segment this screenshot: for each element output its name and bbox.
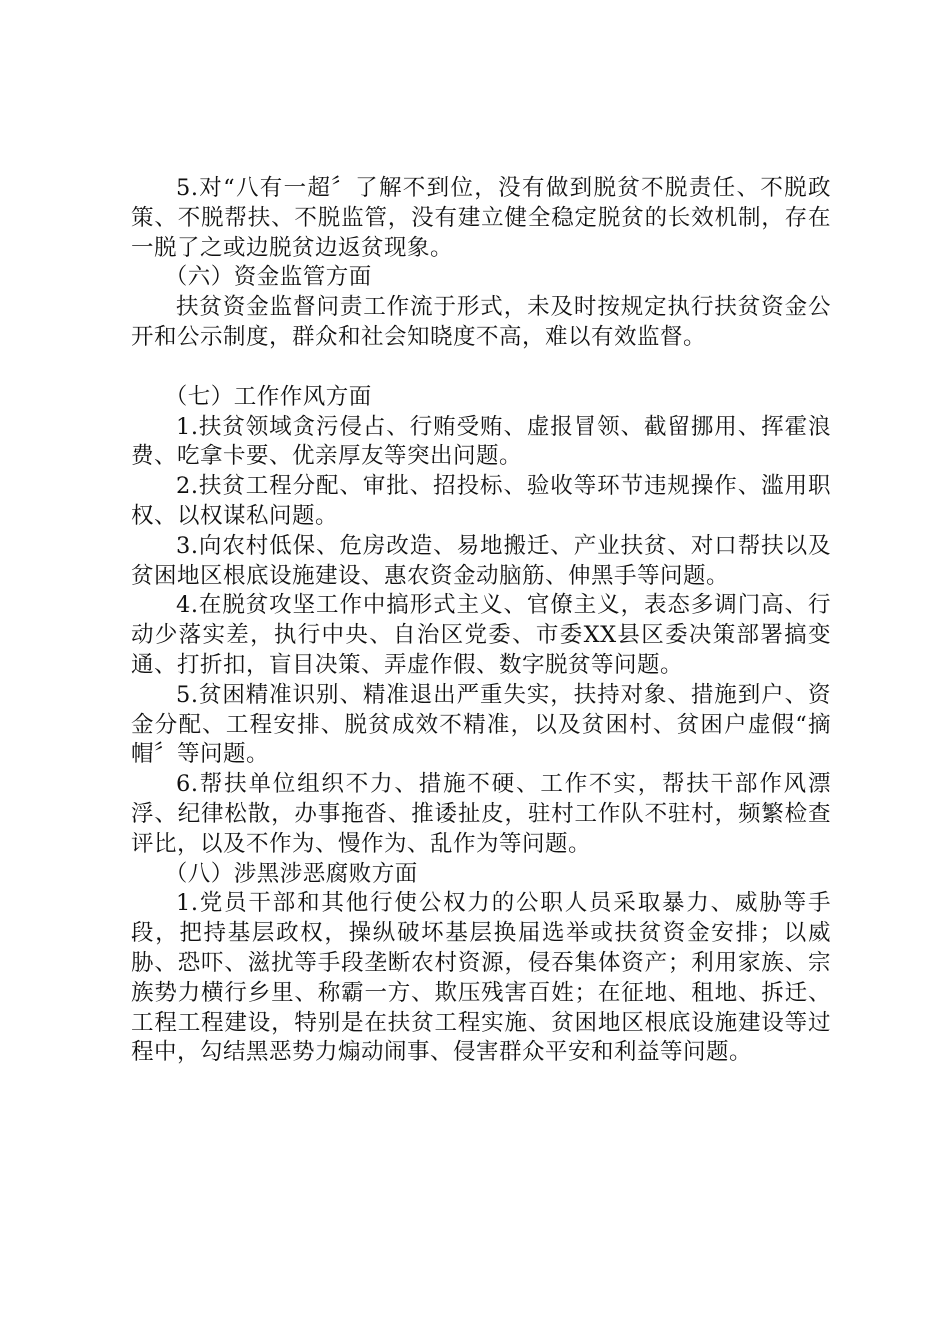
paragraph-item-6-assistance-units: 6.帮扶单位组织不力、措施不硬、工作不实，帮扶干部作风漂浮、纪律松散，办事拖沓、推诿扯皮，驻村工作队不驻村，频繁检查评比，以及不作为、慢作为、乱作为等问题。: [131, 771, 831, 857]
paragraph-item-2-project-allocation: 2.扶贫工程分配、审批、招投标、验收等环节违规操作、滥用职权、以权谋私问题。: [131, 473, 831, 529]
document-body: [131, 174, 831, 1068]
paragraph-fund-supervision: 扶贫资金监督问责工作流于形式，未及时按规定执行扶贫资金公开和公示制度，群众和社会知晓度不高，难以有效监督。: [131, 294, 831, 350]
paragraph-item-5-identification: 5.贫困精准识别、精准退出严重失实，扶持对象、措施到户、资金分配、工程安排、脱贫成效不精准，以及贫困村、贫困户虚假“摘帽〞等问题。: [131, 681, 831, 768]
paragraph-item-3-rural-funds: 3.向农村低保、危房改造、易地搬迁、产业扶贫、对口帮扶以及贫困地区根底设施建设、惠农资金动脑筋、伸黑手等问题。: [131, 532, 831, 589]
paragraph-item-1-gang-violence: 1.党员干部和其他行使公权力的公职人员采取暴力、威胁等手段，把持基层政权，操纵破坏基层换届选举或扶贫资金安排；以威胁、恐吓、滋扰等手段垄断农村资源，侵吞集体资产；利用家族、宗族势力横行乡里、称霸一方、欺压残害百姓；在征地、租地、拆迁、工程工程建设，特别是在扶贫工程实施、贫困地区根底设施建设等过程中，勾结黑恶势力煽动闹事、侵害群众平安和利益等问题。: [131, 890, 831, 1066]
paragraph-item-1-corruption: 1.扶贫领域贪污侵占、行贿受贿、虚报冒领、截留挪用、挥霍浪费、吃拿卡要、优亲厚友等突出问题。: [131, 413, 831, 470]
paragraph-item-4-formalism: 4.在脱贫攻坚工作中搞形式主义、官僚主义，表态多调门高、行动少落实差，执行中央、自治区党委、市委XX县区委决策部署搞变通、打折扣，盲目决策、弄虚作假、数字脱贫等问题。: [131, 592, 831, 678]
section-heading-fund-supervision: （六）资金监管方面: [164, 264, 372, 291]
section-heading-work-style: （七）工作作风方面: [164, 383, 372, 410]
paragraph-item-5-awareness: 5.对“八有一超〞了解不到位，没有做到脱贫不脱责任、不脱政策、不脱帮扶、不脱监管，没有建立健全稳定脱贫的长效机制，存在一脱了之或边脱贫边返贫现象。: [131, 175, 831, 261]
section-heading-gang-corruption: （八）涉黑涉恶腐败方面: [164, 860, 418, 887]
